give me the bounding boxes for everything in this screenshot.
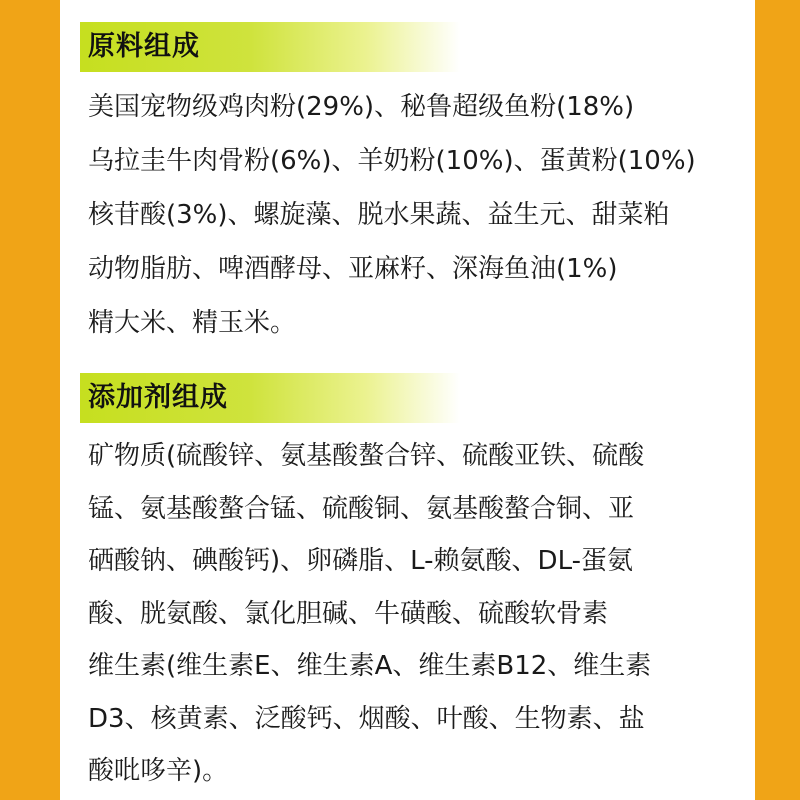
- raw-materials-line: 美国宠物级鸡肉粉(29%)、秘鲁超级鱼粉(18%): [88, 92, 635, 122]
- additives-line: 酸吡哆辛)。: [88, 756, 229, 786]
- additives-line: 矿物质(硫酸锌、氨基酸螯合锌、硫酸亚铁、硫酸: [88, 441, 645, 471]
- additives-line: 酸、胱氨酸、氯化胆碱、牛磺酸、硫酸软骨素: [88, 598, 609, 629]
- ingredient-panel: [60, 0, 755, 800]
- additives-line: D3、核黄素、泛酸钙、烟酸、叶酸、生物素、盐: [88, 703, 645, 734]
- additives-line: 锰、氨基酸螯合锰、硫酸铜、氨基酸螯合铜、亚: [88, 493, 635, 524]
- raw-materials-line: 精大米、精玉米。: [88, 308, 297, 338]
- additives-list: [88, 430, 753, 798]
- raw-materials-title: 原料组成: [80, 22, 460, 72]
- raw-materials-list: [88, 80, 753, 350]
- additives-line: 硒酸钠、碘酸钙)、卵磷脂、L-赖氨酸、DL-蛋氨: [88, 546, 633, 576]
- raw-materials-line: 核苷酸(3%)、螺旋藻、脱水果蔬、益生元、甜菜粕: [88, 200, 670, 230]
- raw-materials-line: 乌拉圭牛肉骨粉(6%)、羊奶粉(10%)、蛋黄粉(10%): [88, 146, 696, 176]
- raw-materials-line: 动物脂肪、啤酒酵母、亚麻籽、深海鱼油(1%): [88, 254, 618, 284]
- additives-title: 添加剂组成: [80, 373, 460, 423]
- additives-line: 维生素(维生素E、维生素A、维生素B12、维生素: [88, 651, 652, 681]
